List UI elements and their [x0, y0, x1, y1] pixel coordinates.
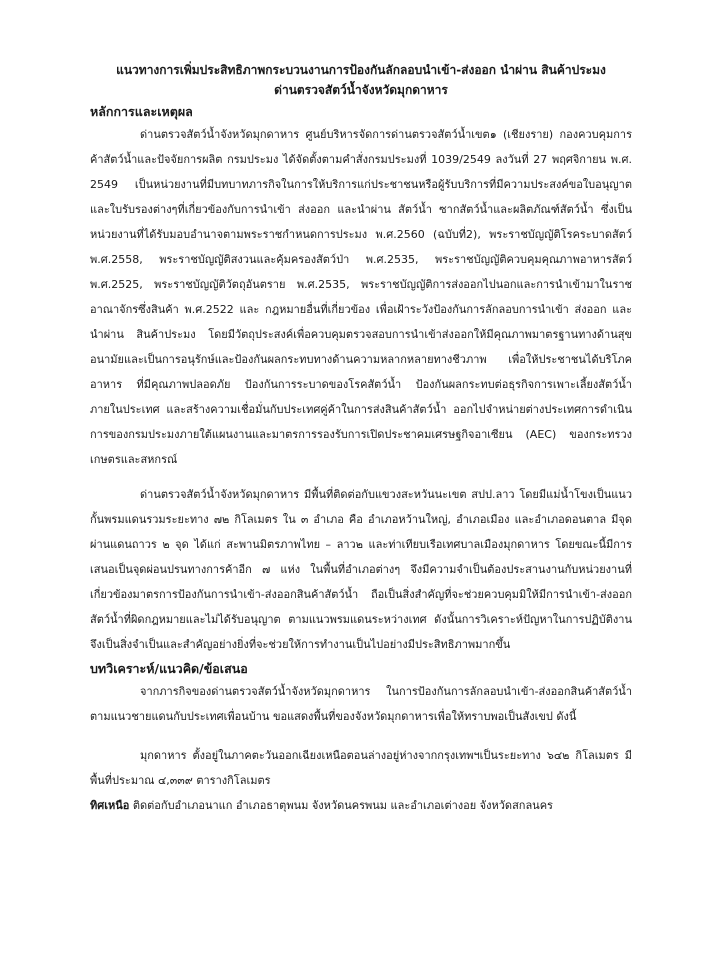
document-title-line2: ด่านตรวจสัตว์น้ำจังหวัดมุกดาหาร: [274, 83, 448, 97]
paragraph-rationale-1: ด่านตรวจสัตว์น้ำจังหวัดมุกดาหาร ศูนย์บริหารจัดการด่านตรวจสัตว์น้ำเขต๑ (เชียงราย) กองควบคุมการค้าสัตว์น้ำและปัจจัยการผลิต กรมประมง ได้จัดตั้งตามคำสั่งกรมประมงที่ 1039/2549 ลงวันที่ 27 พฤศจิกายน พ.ศ. 2549 เป็นหน่วยงานที่มีบทบาทภารกิจในการให้บริการแก่ประชาชนหรือผู้รับบริการที่มีความประสงค์ขอใบอนุญาตและใบรับรองต่างๆที่เกี่ยวข้องกับการนำเข้า ส่งออก และนำผ่าน สัตว์น้ำ ซากสัตว์น้ำและผลิตภัณฑ์สัตว์น้ำ ซึ่งเป็นหน่วยงานที่ได้รับมอบอำนาจตามพระราชกำหนดการประมง พ.ศ.2560 (ฉบับที่2), พระราชบัญญัติโรคระบาดสัตว์ พ.ศ.2558, พระราชบัญญัติสงวนและคุ้มครองสัตว์ป่า พ.ศ.2535, พระราชบัญญัติควบคุมคุณภาพอาหารสัตว์ พ.ศ.2525, พระราชบัญญัติวัตถุอันตราย พ.ศ.2535, พระราชบัญญัติการส่งออกไปนอกและการนำเข้ามาในราชอาณาจักรซึ่งสินค้า พ.ศ.2522 และ กฎหมายอื่นที่เกี่ยวข้อง เพื่อเฝ้าระวังป้องกันการลักลอบการนำเข้า ส่งออก และนำผ่าน สินค้าประมง โดยมีวัตถุประสงค์เพื่อควบคุมตรวจสอบการนำเข้าส่งออกให้มีคุณภาพมาตรฐานทางด้านสุขอนามัยและเป็นการอนุรักษ์และป้องกันผลกระทบทางด้านความหลากหลายทางชีวภาพ เพื่อให้ประชาชนได้บริโภคอาหาร ที่มีคุณภาพปลอดภัย ป้องกันการระบาดของโรคสัตว์น้ำ ป้องกันผลกระทบต่อธุรกิจการเพาะเลี้ยงสัตว์น้ำภายในประเทศ และสร้างความเชื่อมั่นกับประเทศคู่ค้าในการส่งสินค้าสัตว์น้ำ ออกไปจำหน่ายต่างประเทศการดำเนินการของกรมประมงภายใต้แผนงานและมาตรการรองรับการเปิดประชาคมเศรษฐกิจอาเซียน (AEC) ของกระทรวงเกษตรและสหกรณ์: [90, 128, 632, 466]
paragraph-north-border: [90, 793, 632, 818]
north-label: ทิศเหนือ: [90, 799, 130, 812]
paragraph-analysis-2: มุกดาหาร ตั้งอยู่ในภาคตะวันออกเฉียงเหนือตอนล่างอยู่ห่างจากกรุงเทพฯเป็นระยะทาง ๖๔๒ กิโลเมตร มีพื้นที่ประมาณ ๔,๓๓๙ ตารางกิโลเมตร: [90, 749, 632, 787]
paragraph-analysis-1: จากภารกิจของด่านตรวจสัตว์น้ำจังหวัดมุกดาหาร ในการป้องกันการลักลอบนำเข้า-ส่งออกสินค้าสัตว์น้ำ ตามแนวชายแดนกับประเทศเพื่อนบ้าน ขอแสดงพื้นที่ของจังหวัดมุกดาหารเพื่อให้ทราบพอเป็นสังเขป ดังนี้: [90, 685, 632, 723]
paragraph-rationale-2: ด่านตรวจสัตว์น้ำจังหวัดมุกดาหาร มีพื้นที่ติดต่อกับแขวงสะหวันนะเขต สปป.ลาว โดยมีแม่น้ำโขงเป็นแนวกั้นพรมแดนรวมระยะทาง ๗๒ กิโลเมตร ใน ๓ อำเภอ คือ อำเภอหว้านใหญ่, อำเภอเมือง และอำเภอดอนตาล มีจุดผ่านแดนถาวร ๒ จุด ได้แก่ สะพานมิตรภาพไทย – ลาว๒ และท่าเทียบเรือเทศบาลเมืองมุกดาหาร โดยขณะนี้มีการเสนอเป็นจุดผ่อนปรนทางการค้าอีก ๗ แห่ง ในพื้นที่อำเภอต่างๆ จึงมีความจำเป็นต้องประสานงานกับหน่วยงานที่เกี่ยวข้องมาตรการป้องกันการนำเข้า-ส่งออกสินค้าสัตว์น้ำ ถือเป็นสิ่งสำคัญที่จะช่วยควบคุมมิให้มีการนำเข้า-ส่งออกสัตว์น้ำที่ผิดกฎหมายและไม่ได้รับอนุญาต ตามแนวพรมแดนระหว่างเทศ ดังนั้นการวิเคราะห์ปัญหาในการปฏิบัติงาน จึงเป็นสิ่งจำเป็นและสำคัญอย่างยิ่งที่จะช่วยให้การทำงานเป็นไปอย่างมีประสิทธิภาพมากขึ้น: [90, 488, 632, 651]
document-title-line1: แนวทางการเพิ่มประสิทธิภาพกระบวนงานการป้องกันลักลอบนำเข้า-ส่งออก นำผ่าน สินค้าประมง: [116, 63, 606, 77]
north-text: ติดต่อกับอำเภอนาแก อำเภอธาตุพนม จังหวัดนครพนม และอำเภอเต่างอย จังหวัดสกลนคร: [129, 799, 553, 812]
section-heading-rationale: หลักการและเหตุผล: [90, 104, 193, 119]
section-heading-analysis: บทวิเคราะห์/แนวคิด/ข้อเสนอ: [90, 661, 248, 676]
